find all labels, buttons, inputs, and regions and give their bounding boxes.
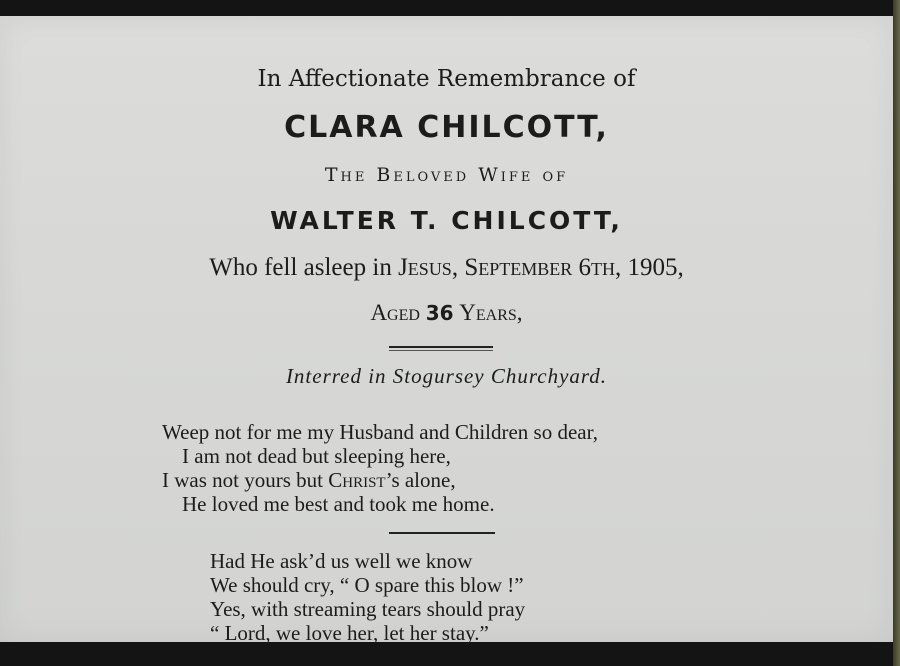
death-sep: , xyxy=(451,254,465,281)
verse-line: Yes, with streaming tears should pray xyxy=(210,597,526,621)
verse-line: Had He ask’d us well we know xyxy=(210,549,473,573)
death-prefix: Who fell asleep in xyxy=(209,254,399,281)
divider-rule xyxy=(389,532,495,534)
verse-one xyxy=(162,420,598,516)
death-jesus: Jesus xyxy=(398,254,452,281)
intro-text: In Affectionate Remembrance of xyxy=(257,66,636,92)
verse-two xyxy=(210,549,525,645)
divider-rule-thin xyxy=(389,350,493,351)
death-year: , 1905, xyxy=(614,254,684,281)
verse-line: “ Lord, we love her, let her stay.” xyxy=(210,621,489,645)
verse-line-prefix: I was not yours but xyxy=(162,468,329,492)
divider-rule xyxy=(389,346,493,348)
verse-line: Weep not for me my Husband and Children so dear, xyxy=(162,420,599,444)
age-number: 36 xyxy=(425,301,454,325)
age-line xyxy=(0,300,893,326)
verse-line: I am not dead but sleeping here, xyxy=(182,444,451,468)
card-edge xyxy=(893,0,900,666)
relation-text: The Beloved Wife of xyxy=(324,164,569,186)
deceased-name: CLARA CHILCOTT, xyxy=(284,110,609,145)
memorial-card xyxy=(0,16,893,645)
age-word: Aged xyxy=(370,300,420,325)
death-date: September 6th xyxy=(464,254,615,281)
verse-line-suffix: ’s alone, xyxy=(385,468,456,492)
verse-line: He loved me best and took me home. xyxy=(182,492,495,516)
verse-line: We should cry, “ O spare this blow !” xyxy=(210,573,524,597)
age-suffix: Years, xyxy=(459,300,523,325)
verse-line xyxy=(162,468,598,492)
burial-text: Interred in Stogursey Churchyard. xyxy=(285,364,608,388)
husband-name: WALTER T. CHILCOTT, xyxy=(270,206,623,235)
verse-christ: Christ xyxy=(328,468,386,492)
death-line xyxy=(0,254,893,282)
